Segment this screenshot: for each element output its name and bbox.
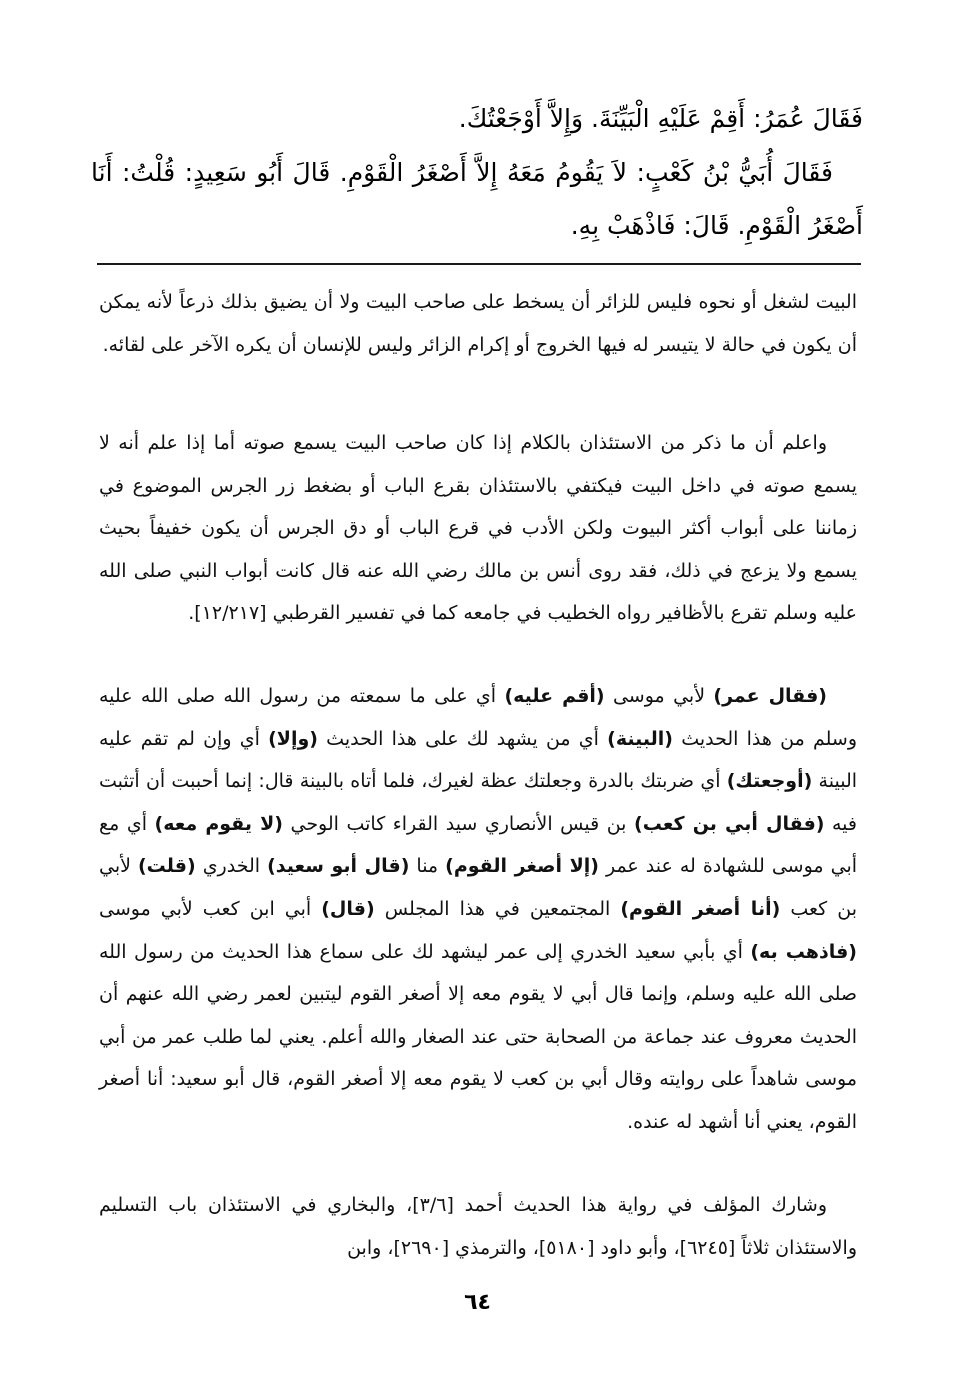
explanation-text: أبي ابن كعب لأبي موسى xyxy=(99,897,322,920)
quoted-phrase: (فاذهب به) xyxy=(750,940,857,963)
quoted-phrase: (قال) xyxy=(321,897,375,920)
explanation-text: أي بأبي سعيد الخدري إلى عمر ليشهد لك على سماع هذا الحديث من رسول الله صلى الله عليه وسلم، وإنما قال أبي لا يقوم معه إلا أصغر القوم ليتبين لعمر رضي الله عنهم أن الحديث معروف عند جماعة من الصحابة حتى عند الصغار والله أعلم. يعني لما طلب عمر من أبي موسى شاهداً على روايته وقال أبي بن كعب لا يقوم معه إلا أصغر القوم، قال أبو سعيد: أنا أصغر القوم، يعني أنا أشهد له عنده. xyxy=(99,940,857,1133)
footnote-divider xyxy=(97,263,861,265)
commentary-paragraph-1 xyxy=(99,281,857,366)
commentary-text-3 xyxy=(99,675,857,1144)
explanation-text: بن قيس الأنصاري سيد القراء كاتب الوحي xyxy=(282,812,635,835)
quoted-phrase: (أوجعتك) xyxy=(726,770,813,793)
hadith-line-2: فَقَالَ أُبَيُّ بْنُ كَعْبٍ: لاَ يَقُومُ مَعَهُ إِلاَّ أَصْغَرُ الْقَوْمِ. قَالَ أَبُو سَعِيدٍ: قُلْتُ: أَنَا أَصْغَرُ الْقَوْمِ. قَالَ: فَاذْهَبْ بِهِ. xyxy=(91,158,863,240)
hadith-text-paragraph xyxy=(91,146,863,252)
explanation-text: أي من يشهد لك على هذا الحديث xyxy=(317,727,608,750)
quoted-phrase: (فقال عمر) xyxy=(713,685,827,707)
explanation-text: المجتمعين في هذا المجلس xyxy=(374,897,621,920)
quoted-phrase: (لا يقوم معه) xyxy=(154,812,283,835)
quoted-phrase: (أنا أصغر القوم) xyxy=(620,897,781,920)
commentary-paragraph-2 xyxy=(99,422,857,635)
hadith-line-1: فَقَالَ عُمَرُ: أَقِمْ عَلَيْهِ الْبَيِّنَةَ. وَإِلاَّ أَوْجَعْتُكَ. xyxy=(458,104,863,133)
page-number: ٦٤ xyxy=(464,1290,491,1315)
quoted-phrase: (البينة) xyxy=(607,727,673,750)
commentary-text-4: وشارك المؤلف في رواية هذا الحديث أحمد [٣/٦]، والبخاري في الاستئذان باب التسليم والاستئذان ثلاثاً [٦٢٤٥]، وأبو داود [٥١٨٠]، والترمذي [٢٦٩٠]، وابن xyxy=(99,1194,857,1259)
explanation-text: أي ضربتك بالدرة وجعلتك عظة لغيرك، فلما أتاه بالبينة قال: إنما أحببت أن أتثبت فيه xyxy=(99,770,857,835)
quoted-phrase: (أقم عليه) xyxy=(504,685,605,707)
explanation-text: أي وإن لم تقم عليه البينة xyxy=(99,727,858,793)
commentary-text-2: واعلم أن ما ذكر من الاستئذان بالكلام إذا كان صاحب البيت يسمع صوته أما إذا علم أنه لا يسمع صوته في داخل البيت فيكتفي بالاستئذان بقرع الباب أو بضغط زر الجرس الموضوع في زماننا على أبواب أكثر البيوت ولكن الأدب في قرع الباب أو دق الجرس أن يكون خفيفاً بحيث يسمع ولا يزعج في ذلك، فقد روى أنس بن مالك رضي الله عنه قال كانت أبواب النبي صلى الله عليه وسلم تقرع بالأظافير رواه الخطيب في جامعه كما في تفسير القرطبي [١٢/٢١٧]. xyxy=(99,432,857,625)
explanation-text: منا xyxy=(409,855,446,878)
hadith-text-line-1 xyxy=(91,92,863,145)
explanation-text: أي على ما سمعته من رسول الله صلى الله عليه وسلم من هذا الحديث xyxy=(99,685,858,750)
commentary-paragraph-3 xyxy=(99,675,857,1144)
quoted-phrase: (قلت) xyxy=(137,855,196,878)
explanation-text: لأبي موسى xyxy=(604,685,714,707)
quoted-phrase: (فقال أبي بن كعب) xyxy=(634,812,825,835)
quoted-phrase: (إلا أصغر القوم) xyxy=(445,855,599,878)
explanation-text: الخدري xyxy=(195,855,268,878)
quoted-phrase: (وإلا) xyxy=(268,727,318,750)
explanation-text: لأبي بن كعب xyxy=(99,855,857,920)
commentary-text-1: البيت لشغل أو نحوه فليس للزائر أن يسخط على صاحب البيت ولا أن يضيق بذلك ذرعاً لأنه يمكن أن يكون في حالة لا يتيسر له فيها الخروج أو إكرام الزائر وليس للإنسان أن يكره الآخر على لقائه. xyxy=(99,291,857,356)
quoted-phrase: (قال أبو سعيد) xyxy=(267,855,410,878)
explanation-text: أي مع أبي موسى للشهادة له عند عمر xyxy=(99,812,858,878)
commentary-paragraph-4 xyxy=(99,1184,857,1269)
